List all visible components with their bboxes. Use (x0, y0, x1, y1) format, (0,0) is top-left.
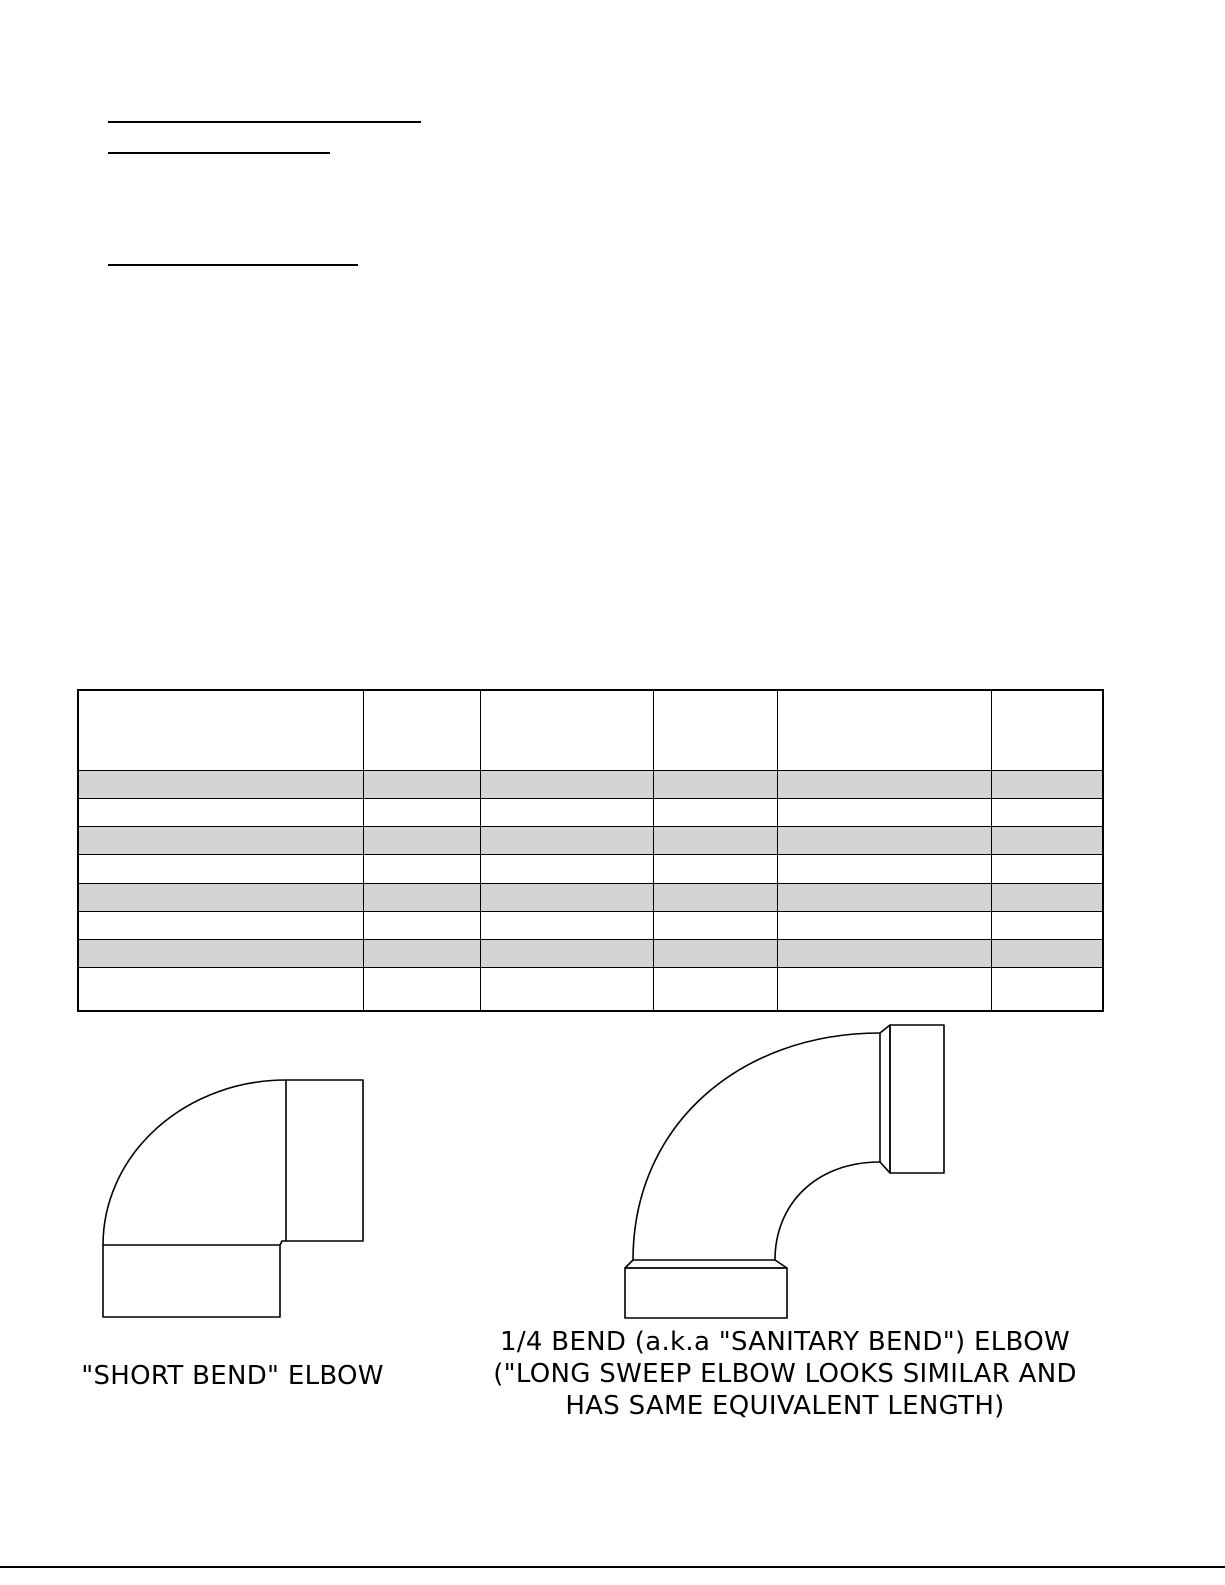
table-cell (777, 799, 991, 827)
table-cell (991, 827, 1103, 855)
table-cell (991, 799, 1103, 827)
table-cell (777, 771, 991, 799)
short-bend-caption: "SHORT BEND" ELBOW (81, 1361, 384, 1391)
table-cell (363, 883, 480, 911)
table-cell (480, 771, 653, 799)
short-bend-bottom-socket (103, 1245, 280, 1317)
table-cell (777, 967, 991, 1011)
fitting-table (77, 689, 1102, 1012)
quarter-bend-inner-curve (775, 1162, 880, 1260)
table-cell (480, 690, 653, 771)
table-cell (480, 939, 653, 967)
quarter-bend-right-socket (890, 1025, 944, 1173)
short-bend-inner-corner (280, 1241, 286, 1245)
table-cell (991, 855, 1103, 883)
quarter-bend-caption-line: ("LONG SWEEP ELBOW LOOKS SIMILAR AND (493, 1359, 1077, 1389)
table-cell (78, 883, 363, 911)
short-bend-right-socket (286, 1080, 363, 1241)
short-bend-elbow-drawing (103, 1080, 363, 1317)
blank-line-2 (108, 152, 330, 154)
table-cell (363, 771, 480, 799)
table-cell (991, 771, 1103, 799)
table-cell (653, 911, 777, 939)
table-header-row (78, 690, 1103, 771)
quarter-bend-outer-curve (633, 1033, 880, 1260)
table-cell (480, 855, 653, 883)
table-cell (653, 855, 777, 883)
table-cell (78, 827, 363, 855)
table-row (78, 799, 1103, 827)
table-cell (78, 855, 363, 883)
table-cell (363, 967, 480, 1011)
table-row (78, 911, 1103, 939)
table-cell (777, 883, 991, 911)
table-cell (653, 690, 777, 771)
quarter-bend-bottom-socket (625, 1268, 787, 1318)
table-cell (991, 690, 1103, 771)
table-row (78, 939, 1103, 967)
table-cell (777, 855, 991, 883)
blank-line-3 (108, 264, 358, 266)
table-row (78, 883, 1103, 911)
table-cell (78, 771, 363, 799)
table-cell (363, 939, 480, 967)
table-cell (363, 827, 480, 855)
table-cell (363, 690, 480, 771)
table-cell (78, 967, 363, 1011)
table-row (78, 967, 1103, 1011)
table-cell (777, 827, 991, 855)
table-cell (777, 939, 991, 967)
quarter-bend-bottom-hub-flare (625, 1260, 787, 1268)
quarter-bend-top-hub-flare (880, 1025, 890, 1173)
table-cell (653, 939, 777, 967)
table-cell (480, 911, 653, 939)
table-cell (78, 690, 363, 771)
table-cell (653, 799, 777, 827)
table-cell (78, 911, 363, 939)
table-cell (991, 967, 1103, 1011)
quarter-bend-caption-line: 1/4 BEND (a.k.a "SANITARY BEND") ELBOW (500, 1327, 1070, 1357)
short-bend-outer-arc (103, 1080, 286, 1245)
table-cell (363, 799, 480, 827)
table-cell (78, 799, 363, 827)
table-cell (480, 799, 653, 827)
table-cell (653, 827, 777, 855)
table-cell (777, 690, 991, 771)
blank-line-1 (108, 121, 421, 123)
table-row (78, 855, 1103, 883)
table-row (78, 771, 1103, 799)
table-cell (991, 939, 1103, 967)
quarter-bend-elbow-drawing (625, 1025, 944, 1318)
table-cell (991, 911, 1103, 939)
table-row (78, 827, 1103, 855)
table-cell (363, 911, 480, 939)
quarter-bend-caption (440, 1326, 1130, 1422)
quarter-bend-caption-line: HAS SAME EQUIVALENT LENGTH) (565, 1391, 1005, 1421)
table-cell (653, 967, 777, 1011)
table-cell (480, 827, 653, 855)
table-cell (480, 883, 653, 911)
page-bottom-rule (0, 1566, 1225, 1568)
table-cell (991, 883, 1103, 911)
elbow-drawings (0, 1015, 1225, 1325)
table-cell (480, 967, 653, 1011)
table-cell (653, 883, 777, 911)
table-cell (653, 771, 777, 799)
table-cell (363, 855, 480, 883)
table-cell (78, 939, 363, 967)
table-cell (777, 911, 991, 939)
